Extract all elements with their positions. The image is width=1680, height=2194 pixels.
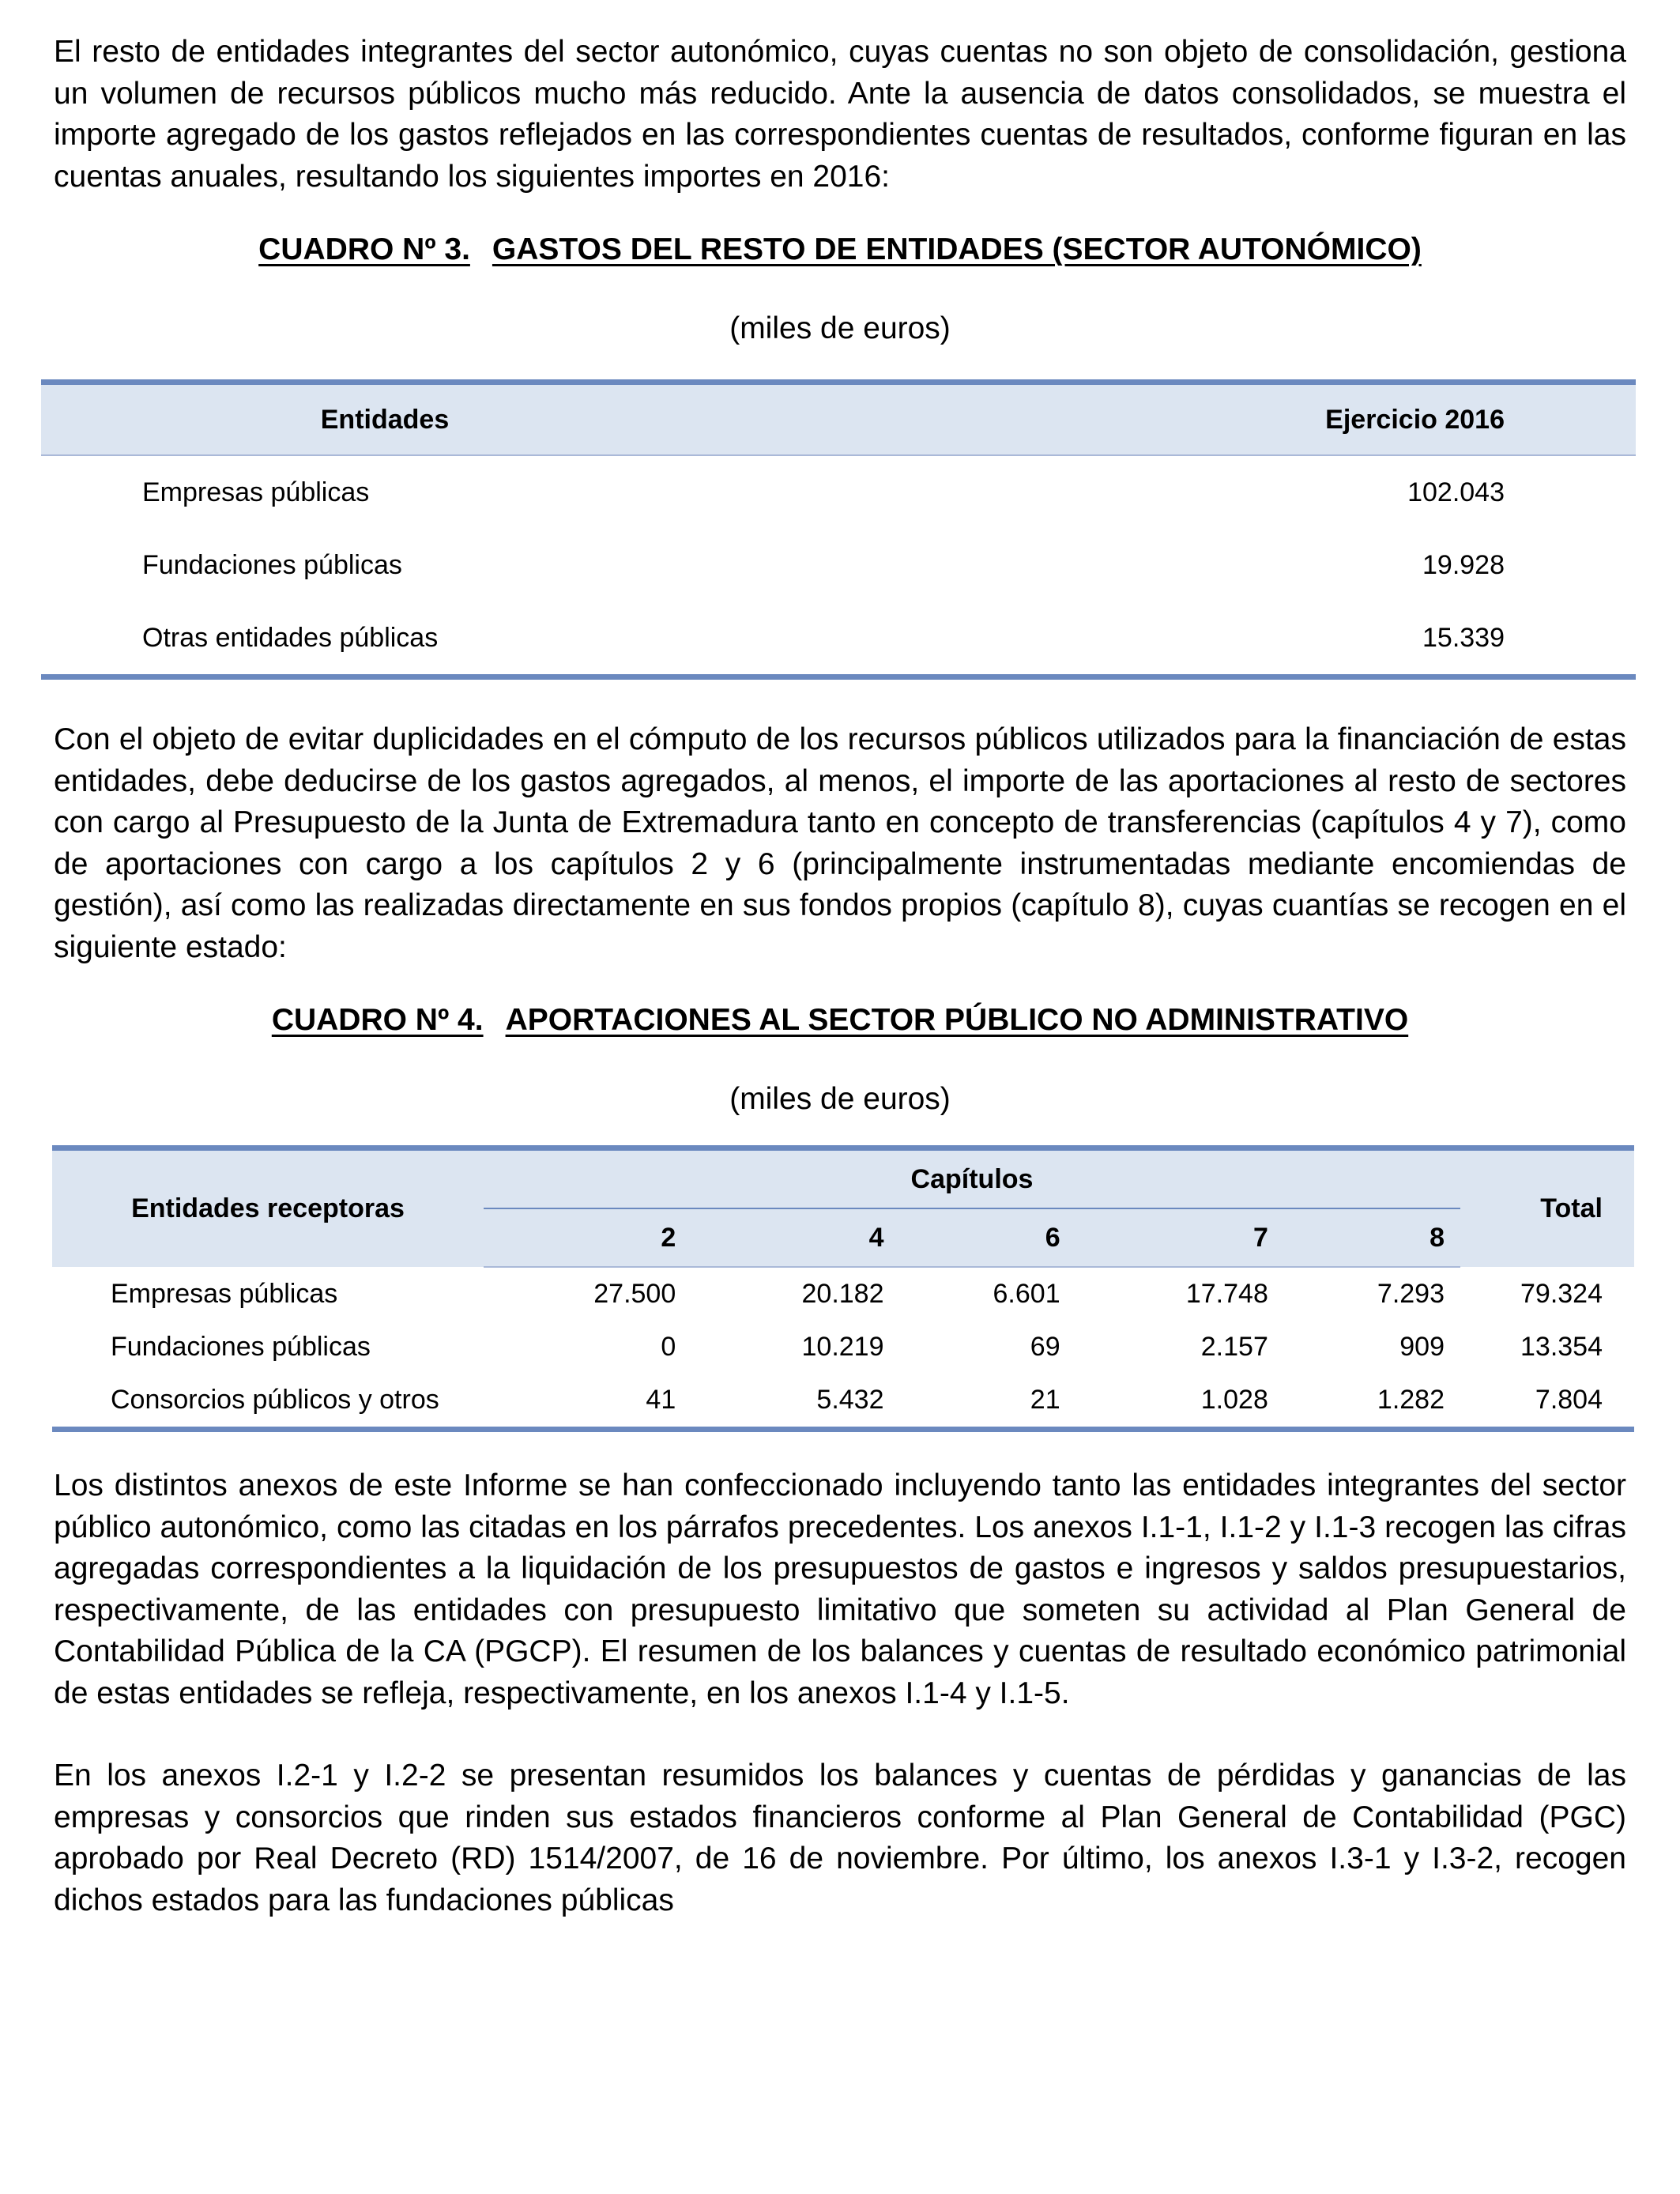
- cell-value: 41: [484, 1374, 691, 1430]
- annexes-paragraph-1: Los distintos anexos de este Informe se han confeccionado incluyendo tanto las entidades integrantes del sector público autonómico, como las citadas en los párrafos precedentes. Los anexos I.1-1, I.1-2 y I.1-3 recogen las cifras agregadas correspondientes a la liquidación de los presupuestos de gastos e ingresos y saldos presupuestarios, respectivamente, de las entidades con presupuesto limitativo que someten su actividad al Plan General de Contabilidad Pública de la CA (PGCP). El resumen de los balances y cuentas de resultado económico patrimonial de estas entidades se refleja, respectivamente, en los anexos I.1-4 y I.1-5.: [54, 1468, 1626, 1710]
- document-page: [54, 32, 1626, 1921]
- row-value: 15.339: [729, 601, 1636, 677]
- table4-units: (miles de euros): [729, 1082, 951, 1116]
- cell-value: 1.282: [1284, 1374, 1460, 1430]
- table3-title: [54, 229, 1626, 270]
- cell-value: 0: [661, 1332, 676, 1362]
- table4-header-total: Total: [1460, 1148, 1634, 1268]
- row-value: 102.043: [1407, 477, 1505, 507]
- middle-paragraph: Con el objeto de evitar duplicidades en el cómputo de los recursos públicos utilizados para la financiación de estas entidades, debe deducirse de los gastos agregados, al menos, el importe de las aportaciones al resto de sectores con cargo al Presupuesto de la Junta de Extremadura tanto en concepto de transferencias (capítulos 4 y 7), como de aportaciones con cargo a los capítulos 2 y 6 (principalmente instrumentadas mediante encomiendas de gestión), así como las realizadas directamente en sus fondos propios (capítulo 8), cuyas cuantías se recogen en el siguiente estado:: [54, 722, 1626, 964]
- table4-title: [54, 1000, 1626, 1041]
- table3-title-number: CUADRO Nº 3.: [258, 232, 470, 266]
- table4-title-number: CUADRO Nº 4.: [271, 1003, 484, 1037]
- row-total: 13.354: [1520, 1332, 1603, 1362]
- cell-value: 1.028: [1076, 1374, 1284, 1430]
- chapter-header: 8: [1284, 1208, 1460, 1267]
- cell-value: 20.182: [801, 1279, 884, 1309]
- table3-header-entities: Entidades: [41, 383, 729, 456]
- row-label: Fundaciones públicas: [111, 1332, 371, 1362]
- row-label: Fundaciones públicas: [142, 549, 402, 580]
- table4: [52, 1145, 1634, 1432]
- intro-paragraph: El resto de entidades integrantes del sector autonómico, cuyas cuentas no son objeto de consolidación, gestiona un volumen de recursos públicos mucho más reducido. Ante la ausencia de datos consolidados, se muestra el importe agregado de los gastos reflejados en las correspondientes cuentas de resultados, conforme figuran en las cuentas anuales, resultando los siguientes importes en 2016:: [54, 35, 1626, 194]
- cell-value: 5.432: [691, 1374, 899, 1430]
- row-label: Empresas públicas: [142, 477, 370, 507]
- table4-header-chapters: Capítulos: [484, 1148, 1460, 1209]
- cell-value: 17.748: [1185, 1279, 1268, 1309]
- table-row: [52, 1267, 1634, 1321]
- table4-title-text: APORTACIONES AL SECTOR PÚBLICO NO ADMINISTRATIVO: [505, 1003, 1409, 1037]
- cell-value: 6.601: [993, 1279, 1060, 1309]
- chapter-header: 6: [900, 1208, 1076, 1267]
- cell-value: 909: [1399, 1332, 1445, 1362]
- table-row: [41, 529, 1636, 601]
- cell-value: 2.157: [1200, 1332, 1268, 1362]
- table3-units: (miles de euros): [729, 311, 951, 345]
- row-total: 79.324: [1520, 1278, 1603, 1309]
- table3: [41, 379, 1636, 680]
- table3-title-text: GASTOS DEL RESTO DE ENTIDADES (SECTOR AUTONÓMICO): [492, 232, 1422, 266]
- chapter-header: 4: [691, 1208, 899, 1267]
- table-row: [52, 1321, 1634, 1374]
- annexes-paragraph-2: En los anexos I.2-1 y I.2-2 se presentan resumidos los balances y cuentas de pérdidas y ganancias de las empresas y consorcios que rinden sus estados financieros conforme al Plan General de Contabilidad (PGC) aprobado por Real Decreto (RD) 1514/2007, de 16 de noviembre. Por último, los anexos I.3-1 y I.3-2, recogen dichos estados para las fundaciones públicas: [54, 1759, 1626, 1917]
- table3-header-year: Ejercicio 2016: [729, 383, 1636, 456]
- cell-value: 21: [900, 1374, 1076, 1430]
- cell-value: 27.500: [593, 1279, 676, 1309]
- chapter-header: 2: [484, 1208, 691, 1267]
- cell-value: 10.219: [801, 1332, 884, 1362]
- table-row: [41, 601, 1636, 677]
- chapter-header: 7: [1076, 1208, 1284, 1267]
- table4-header-entities: Entidades receptoras: [52, 1148, 484, 1268]
- row-label: Empresas públicas: [111, 1278, 338, 1309]
- table-row: [41, 455, 1636, 529]
- row-label: Consorcios públicos y otros: [52, 1374, 484, 1430]
- row-value: 19.928: [1422, 549, 1505, 580]
- cell-value: 69: [1030, 1332, 1060, 1362]
- row-label: Otras entidades públicas: [41, 601, 729, 677]
- row-total: 7.804: [1460, 1374, 1634, 1430]
- table-row: [52, 1374, 1634, 1430]
- cell-value: 7.293: [1377, 1279, 1445, 1309]
